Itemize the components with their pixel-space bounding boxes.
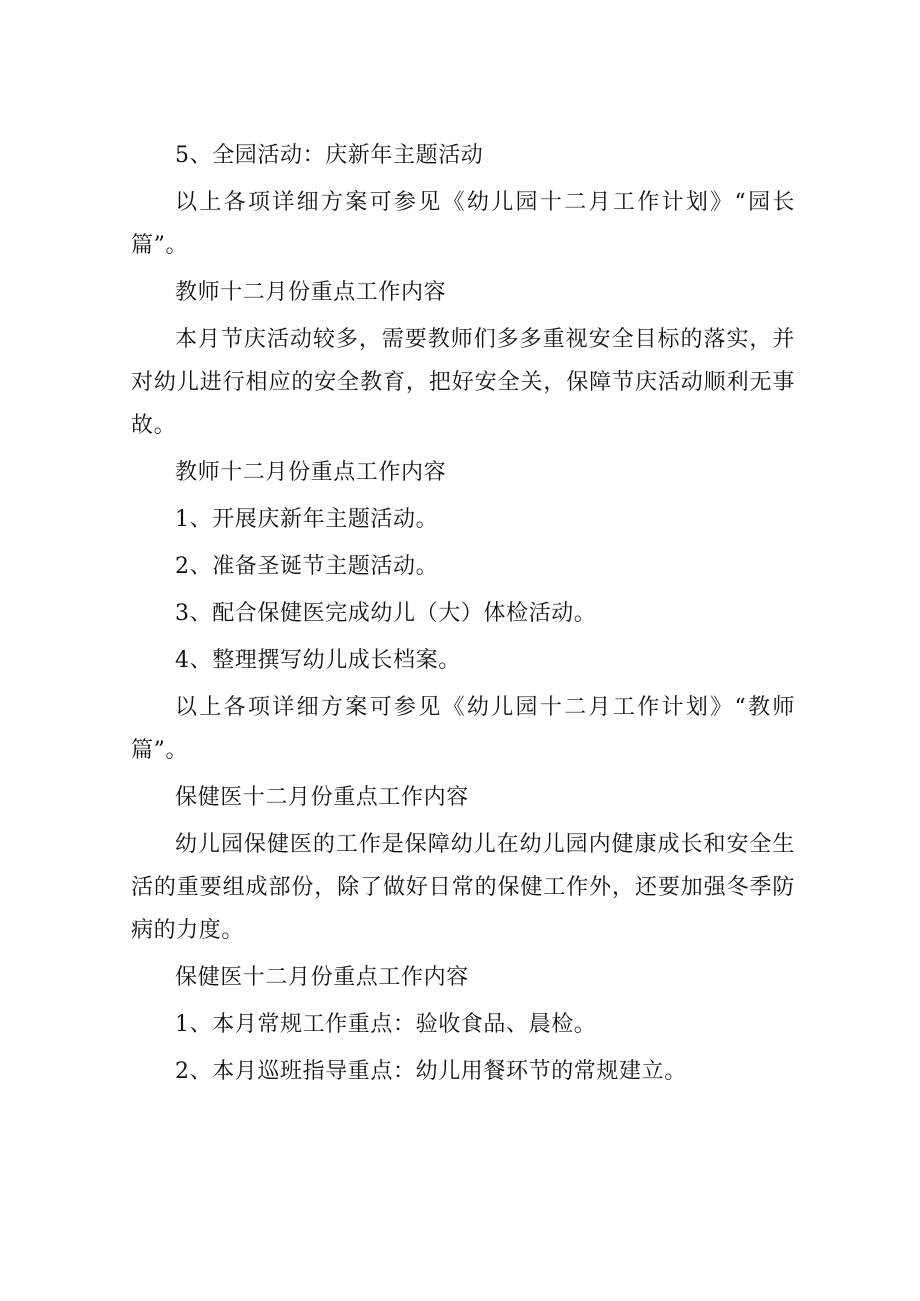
list-item-teacher-2: 2、准备圣诞节主题活动。 [175, 554, 439, 579]
list-item-teacher-1: 1、开展庆新年主题活动。 [175, 507, 439, 532]
section-heading-teacher-repeat: 教师十二月份重点工作内容 [175, 460, 447, 485]
doctor-intro-paragraph: 幼儿园保健医的工作是保障幼儿在幼儿园内健康成长和安全生活的重要组成部份，除了做好日常的保健工作外，还要加强冬季防病的力度。 [131, 832, 795, 943]
list-item-whole-school-activity: 5、全园活动：庆新年主题活动 [175, 143, 484, 168]
list-item-doctor-2: 2、本月巡班指导重点：幼儿用餐环节的常规建立。 [175, 1059, 687, 1084]
document-body [131, 134, 795, 1097]
section-heading-teacher: 教师十二月份重点工作内容 [175, 280, 447, 305]
section-heading-doctor-repeat: 保健医十二月份重点工作内容 [175, 965, 469, 990]
list-item-teacher-3: 3、配合保健医完成幼儿（大）体检活动。 [175, 601, 597, 626]
reference-note-director: 以上各项详细方案可参见《幼儿园十二月工作计划》“园长篇”。 [131, 190, 795, 258]
reference-note-teacher: 以上各项详细方案可参见《幼儿园十二月工作计划》“教师篇”。 [131, 695, 795, 763]
list-item-teacher-4: 4、整理撰写幼儿成长档案。 [175, 648, 461, 673]
list-item-doctor-1: 1、本月常规工作重点：验收食品、晨检。 [175, 1012, 597, 1037]
section-heading-doctor: 保健医十二月份重点工作内容 [175, 785, 469, 810]
teacher-intro-paragraph: 本月节庆活动较多，需要教师们多多重视安全目标的落实，并对幼儿进行相应的安全教育，把好安全关，保障节庆活动顺利无事故。 [131, 327, 795, 438]
